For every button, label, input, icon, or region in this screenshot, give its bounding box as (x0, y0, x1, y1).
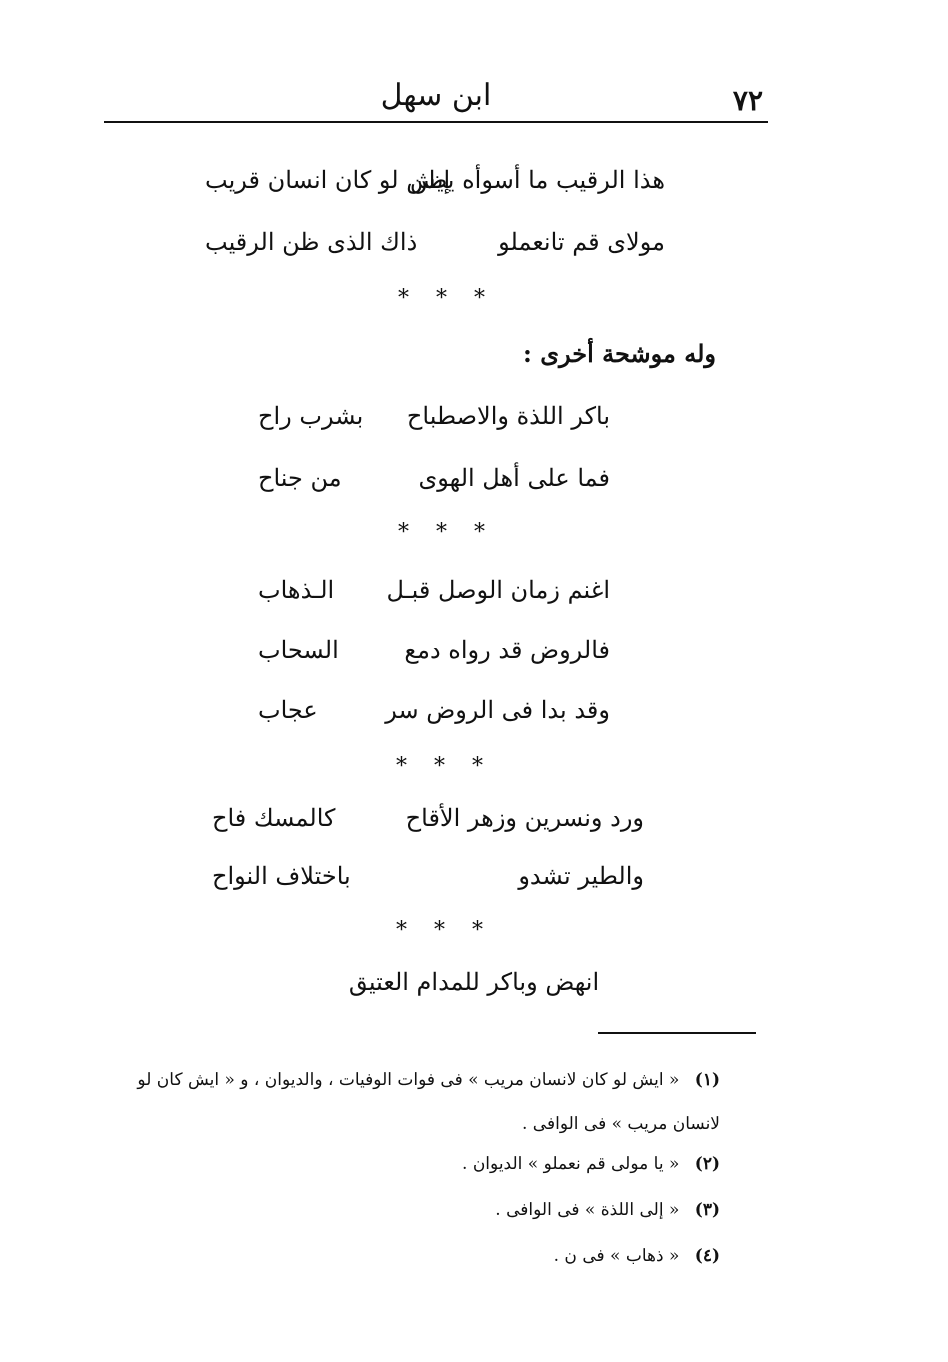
footnote-text: « ذهاب » فى ن . (553, 1246, 680, 1266)
page-header (105, 78, 767, 118)
verse-second-hemistich: الـذهاب (258, 576, 335, 604)
footnote-text: « ايش لو كان لانسان مريب » فى فوات الوفيات ، والديوان ، و « ايش كان لو لانسان مريب » فى الوافى . (137, 1070, 720, 1134)
verse-second-hemistich: من جناح (258, 464, 342, 492)
verse-first-hemistich: وقد بدا فى الروض سر (385, 696, 610, 724)
footnote-number: (٢) (694, 1154, 720, 1174)
verse-first-hemistich: مولاى قم تانعملو (498, 228, 665, 256)
verse-second-hemistich: عجاب (258, 696, 318, 724)
verse-first-hemistich: ورد ونسرين وزهر الأقاح (405, 804, 644, 832)
page-number: ٧٢ (732, 84, 763, 117)
verse-line (258, 570, 610, 610)
verse-line (212, 798, 644, 838)
verse-second-hemistich: باختلاف النواح (212, 862, 351, 890)
verse-line (258, 690, 610, 730)
footnote (100, 1058, 720, 1146)
verse-line (258, 630, 610, 670)
running-title: ابن سهل (380, 78, 492, 113)
verse-second-hemistich: السحاب (258, 636, 339, 664)
verse-second-hemistich: إيش لو كان انسان قريب (205, 166, 451, 194)
footnote-text: « إلى اللذة » فى الوافى . (495, 1200, 680, 1220)
footnote-number: (١) (694, 1070, 720, 1090)
verse-second-hemistich: ذاك الذى ظن الرقيب (205, 228, 418, 256)
footnote-rule (598, 1032, 756, 1034)
verse-first-hemistich: والطير تشدو (518, 862, 644, 890)
verse-second-hemistich: بشرب راح (258, 402, 364, 430)
section-separator: * * * (398, 520, 495, 545)
poem-intro: وله موشحة أخرى : (523, 339, 716, 368)
section-separator: * * * (396, 918, 493, 943)
verse-line (212, 856, 644, 896)
verse-line (258, 396, 610, 436)
verse-second-hemistich: كالمسك فاح (212, 804, 336, 832)
verse-line (205, 222, 665, 262)
verse-line (258, 458, 610, 498)
verse-first-hemistich: هذا الرقيب ما أسوأه يظن (409, 166, 665, 194)
footnote (495, 1196, 720, 1224)
footnote-number: (٤) (694, 1246, 720, 1266)
section-separator: * * * (398, 286, 495, 311)
verse-first-hemistich: فما على أهل الهوى (418, 464, 610, 492)
footnote (554, 1242, 720, 1270)
verse-first-hemistich: فالروض قد رواه دمع (404, 636, 610, 664)
verse-line (205, 160, 665, 200)
footnote-text: « يا مولى قم نعملو » الديوان . (462, 1154, 680, 1174)
header-rule (104, 121, 768, 123)
verse-first-hemistich: اغنم زمان الوصل قبـل (386, 576, 610, 604)
section-separator: * * * (396, 754, 493, 779)
footnote-number: (٣) (694, 1200, 720, 1220)
footnote (462, 1150, 720, 1178)
verse-single-line: انهض وباكر للمدام العتيق (348, 968, 600, 996)
verse-first-hemistich: باكر اللذة والاصطباح (406, 402, 610, 430)
